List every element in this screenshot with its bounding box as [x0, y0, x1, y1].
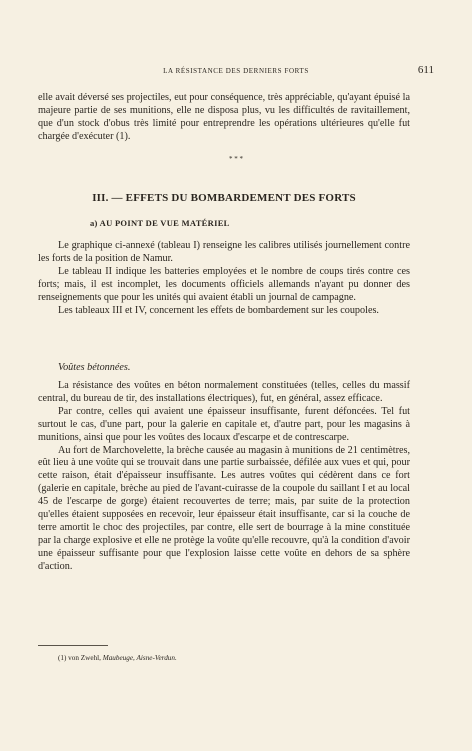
- paragraph: La résistance des voûtes en béton normalement constituées (telles, celles du massif central, du bureau de tir, des installations électriques), fut, en général, assez efficace.: [38, 380, 410, 404]
- paragraph: Les tableaux III et IV, concernent les effets de bombardement sur les coupoles.: [58, 304, 379, 316]
- section-separator: * * *: [229, 155, 243, 163]
- page-number: 611: [417, 64, 434, 76]
- paragraph: Le graphique ci-annexé (tableau I) renseigne les calibres utilisés journellement contre les forts de la position de Namur.: [38, 240, 410, 264]
- section-title: III. — EFFETS DU BOMBARDEMENT DES FORTS: [92, 192, 356, 204]
- continued-paragraph: [38, 92, 410, 144]
- footnote-source: Maubeuge, Aisne-Verdun.: [102, 654, 177, 662]
- italic-subheading: Voûtes bétonnées.: [58, 362, 131, 373]
- footnote: [58, 654, 177, 662]
- section-body-2: [38, 380, 410, 574]
- footnote-author: (1) von Zwehl,: [58, 654, 101, 662]
- section-body-1: [38, 240, 410, 317]
- paragraph: Par contre, celles qui avaient une épaisseur insuffisante, furent défoncées. Tel fut surtout le cas, d'une part, pour la galerie en capitale et, d'autre part, pour les magasins à munitions, ainsi que pour les voûtes des locaux d'escarpe et de contrescarpe.: [38, 405, 410, 443]
- footnote-divider: [38, 645, 108, 646]
- paragraph: elle avait déversé ses projectiles, eut pour conséquence, très appréciable, qu'ayant épuisé la majeure partie de ses munitions, elle ne disposa plus, vu les difficultés de ravitaillement, que d'un stock d'obus très limité pour entreprendre les opérations ultérieures qu'elle fut chargée d'exécuter (1).: [38, 92, 410, 142]
- paragraph: Au fort de Marchovelette, la brèche causée au magasin à munitions de 21 centimètres, eût lieu à une voûte qui se trouvait dans une partie surbaissée, défilée aux vues et qui, pour cette raison, était d'épaisseur insuffisante. Les autres voûtes qui cédèrent dans ce fort (galerie en capitale, brèche au pied de l'avant-cuirasse de la coupole du saillant I et au local 45 de l'escarpe de gorge) étaient recouvertes de terre; mais, par suite de la protection qu'elles étaient supposées en recevoir, leur épaisseur était insuffisante, car si la couche de terre amortit le choc des projectiles, par contre, elle sert de bourrage à la mine constituée par la charge explosive et elle ne protège la voûte qu'elle recouvre, qu'à la condition d'avoir une épaisseur suffisante pour que l'explosion laisse cette voûte en dehors de sa sphère d'action.: [38, 444, 410, 572]
- running-title: LA RÉSISTANCE DES DERNIERS FORTS: [163, 67, 309, 75]
- paragraph: Le tableau II indique les batteries employées et le nombre de coups tirés contre ces forts; mais, il est incomplet, les documents officiels allemands n'ayant pu donner des renseignements que pour les unités qui avaient établi un journal de campagne.: [38, 265, 410, 303]
- subsection-title: a) AU POINT DE VUE MATÉRIEL: [90, 218, 230, 228]
- running-head: [38, 64, 434, 78]
